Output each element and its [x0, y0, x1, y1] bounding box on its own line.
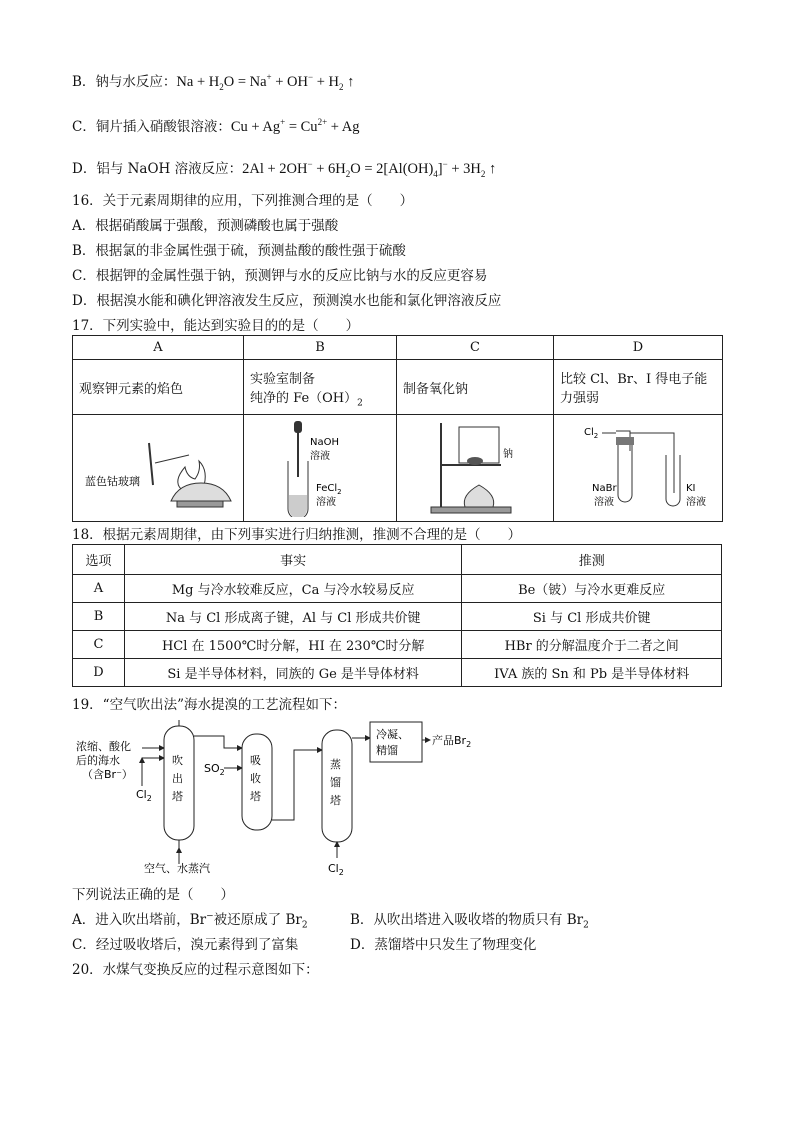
- svg-text:Cl2: $Cl_2$: [584, 427, 599, 440]
- svg-text:出: 出: [172, 772, 183, 785]
- q16-option-a: A．根据硝酸属于强酸，预测磷酸也属于强酸: [72, 218, 339, 234]
- svg-text:Cl2: $Cl_2$: [328, 862, 344, 876]
- q19-stem: 19．“空气吹出法”海水提溴的工艺流程如下：: [72, 697, 346, 713]
- q15-option-d: D．铝与 NaOH 溶液反应：$2Al + 2OH^- + 6H_2O = 2[Al(OH)_4]^- + 3H_2$ ↑: [72, 159, 497, 179]
- q20-stem: 20．水煤气变换反应的过程示意图如下：: [72, 962, 319, 978]
- svg-text:溶液: 溶液: [316, 497, 336, 508]
- formula-na-water: $Na + H_2O = Na^+ + OH^- + H_2$ ↑: [176, 72, 355, 92]
- q16-stem: 16．关于元素周期律的应用，下列推测合理的是（ ）: [72, 193, 414, 209]
- q19-question: 下列说法正确的是（ ）: [72, 887, 234, 903]
- q16-option-d: D．根据溴水能和碘化钾溶液发生反应，预测溴水也能和氯化钾溶液反应: [72, 293, 502, 309]
- svg-text:空气、水蒸汽: 空气、水蒸汽: [144, 862, 210, 875]
- svg-text:塔: 塔: [172, 790, 183, 803]
- svg-text:溶液: 溶液: [594, 497, 614, 508]
- halogen-compare-figure: [554, 415, 722, 517]
- svg-text:Cl2: $Cl_2$: [136, 788, 152, 803]
- svg-text:产品Br2: 产品$Br_2$: [432, 734, 472, 749]
- q17-figure-b-cell: [244, 415, 397, 522]
- svg-text:吸: 吸: [250, 754, 261, 767]
- svg-text:钠: 钠: [503, 449, 513, 460]
- q19-option-c: C．经过吸收塔后，溴元素得到了富集: [72, 937, 299, 953]
- q18-header-fact: 事实: [124, 545, 461, 575]
- svg-text:SO2: $SO_2$: [204, 762, 225, 777]
- formula-al-naoh: $2Al + 2OH^- + 6H_2O = 2[Al(OH)_4]^- + 3H_2$ ↑: [242, 159, 497, 179]
- flame-test-figure: [73, 415, 243, 517]
- q19-option-a: A．进入吹出塔前，Br−被还原成了 $Br_2$: [72, 911, 308, 931]
- table-row: C HCl 在 1500℃时分解，HI 在 230℃时分解 HBr 的分解温度介于二者之间: [73, 631, 722, 659]
- q17-figure-c-cell: [397, 415, 554, 522]
- q16-option-c: C．根据钾的金属性强于钠，预测钾与水的反应比钠与水的反应更容易: [72, 268, 488, 284]
- q18-header-inference: 推测: [462, 545, 722, 575]
- sodium-oxide-figure: [397, 415, 553, 517]
- q17-header-c: C: [397, 336, 554, 360]
- svg-text:NaBr: NaBr: [592, 483, 617, 494]
- svg-text:蒸: 蒸: [330, 758, 341, 771]
- svg-text:FeCl2: FeCl$_2$: [316, 483, 342, 496]
- q17-stem: 17．下列实验中，能达到实验目的的是（ ）: [72, 318, 360, 334]
- q18-header-option: 选项: [73, 545, 125, 575]
- q15-option-c: C．铜片插入硝酸银溶液：$Cu + Ag^+ = Cu^{2+} + Ag$: [72, 117, 360, 135]
- q17-purpose-a: 观察钾元素的焰色: [73, 360, 244, 415]
- q19-option-d: D．蒸馏塔中只发生了物理变化: [350, 937, 537, 953]
- q18-table: [72, 544, 722, 687]
- q17-header-b: B: [244, 336, 397, 360]
- q15-option-b: B．钠与水反应：$Na + H_2O = Na^+ + OH^- + H_2$ ↑: [72, 72, 355, 92]
- q17-purpose-c: 制备氧化钠: [397, 360, 554, 415]
- formula-cu-ag: $Cu + Ag^+ = Cu^{2+} + Ag$: [230, 117, 360, 135]
- fe-oh-prep-figure: [244, 415, 396, 517]
- q17-table: [72, 335, 723, 522]
- q16-option-b: B．根据氯的非金属性强于硫，预测盐酸的酸性强于硫酸: [72, 243, 406, 259]
- svg-text:蓝色钴玻璃: 蓝色钴玻璃: [85, 475, 140, 488]
- svg-text:冷凝、: 冷凝、: [376, 728, 409, 741]
- svg-text:收: 收: [250, 772, 261, 785]
- svg-text:吹: 吹: [172, 754, 183, 767]
- table-row: D Si 是半导体材料，同族的 Ge 是半导体材料 IVA 族的 Sn 和 Pb 是半导体材料: [73, 659, 722, 687]
- svg-text:浓缩、酸化: 浓缩、酸化: [76, 740, 131, 753]
- svg-text:KI: KI: [686, 483, 696, 494]
- q17-purpose-d: 比较 Cl、Br、I 得电子能 力强弱: [554, 360, 723, 415]
- svg-text:精馏: 精馏: [376, 744, 398, 757]
- q17-header-a: A: [73, 336, 244, 360]
- svg-text:（含Br⁻）: （含Br⁻）: [82, 768, 133, 781]
- q17-figure-d-cell: [554, 415, 723, 522]
- svg-text:塔: 塔: [330, 794, 341, 807]
- table-row: A Mg 与冷水较难反应，Ca 与冷水较易反应 Be（铍）与冷水更难反应: [73, 575, 722, 603]
- q18-stem: 18．根据元素周期律，由下列事实进行归纳推测，推测不合理的是（ ）: [72, 527, 522, 543]
- bromine-flow-diagram: [72, 716, 492, 876]
- svg-text:塔: 塔: [250, 790, 261, 803]
- svg-text:溶液: 溶液: [686, 497, 706, 508]
- svg-text:溶液: 溶液: [310, 451, 330, 462]
- q19-option-b: B．从吹出塔进入吸收塔的物质只有 $Br_2$: [350, 912, 589, 931]
- q17-header-d: D: [554, 336, 723, 360]
- svg-text:NaOH: NaOH: [310, 437, 339, 448]
- svg-text:后的海水: 后的海水: [76, 754, 120, 767]
- table-row: B Na 与 Cl 形成离子键，Al 与 Cl 形成共价键 Si 与 Cl 形成共价键: [73, 603, 722, 631]
- svg-text:馏: 馏: [330, 776, 341, 789]
- q17-figure-a-cell: [73, 415, 244, 522]
- q17-purpose-b: 实验室制备 纯净的 $Fe(OH)_2$: [244, 360, 397, 415]
